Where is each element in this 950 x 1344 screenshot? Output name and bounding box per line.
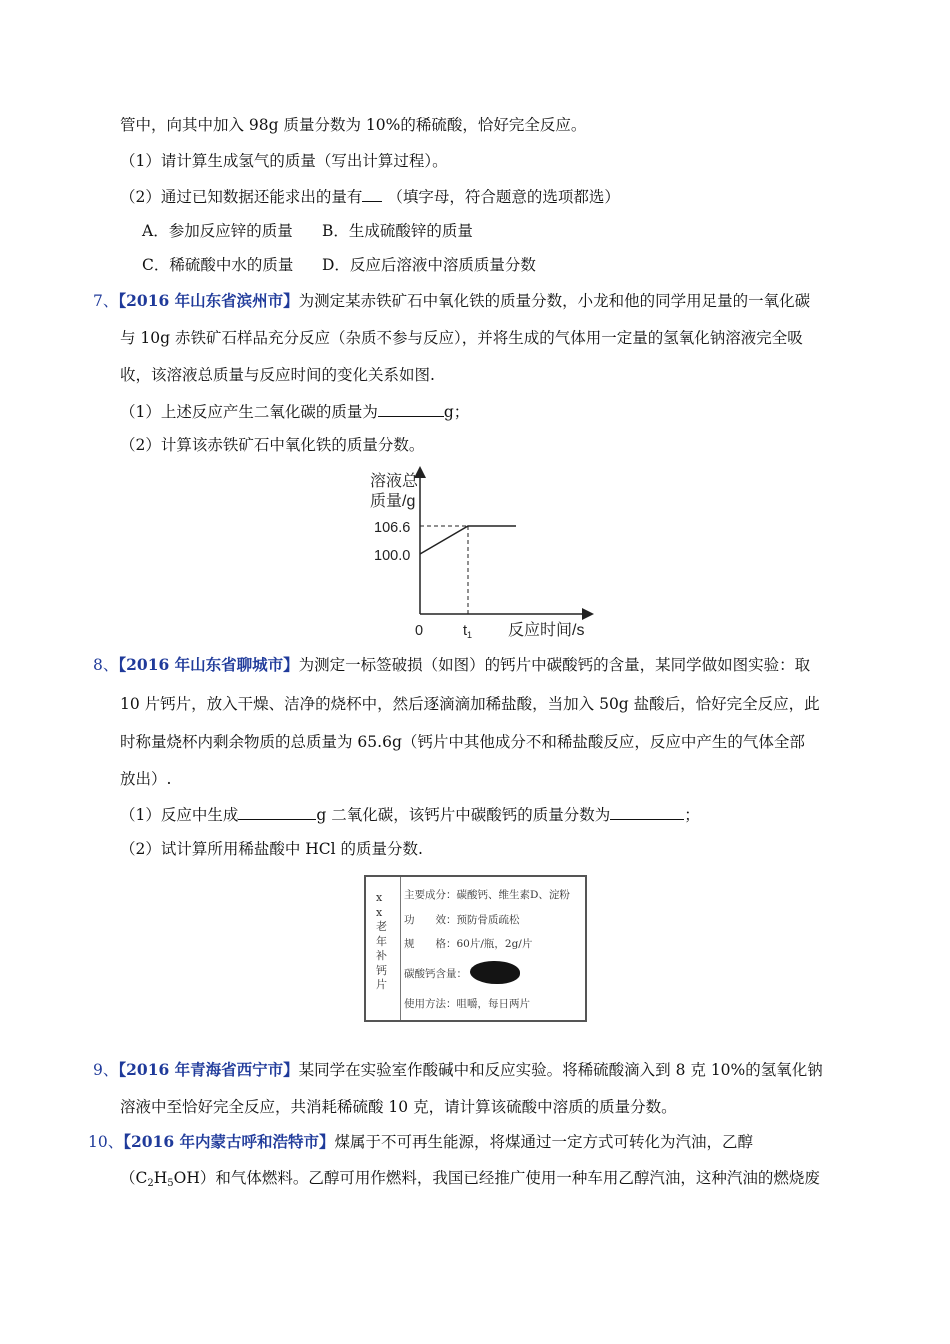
q8-text-1: 为测定一标签破损（如图）的钙片中碳酸钙的含量，某同学做如图实验：取 (298, 656, 811, 674)
q9-line-2: 溶液中至恰好完全反应，共消耗稀硫酸 10 克，请计算该硫酸中溶质的质量分数。 (120, 1098, 677, 1116)
q9-source: 【2016 年青海省西宁市】 (118, 1060, 299, 1079)
q6-option-d: D．反应后溶液中溶质质量分数 (322, 256, 536, 274)
q8-source: 【2016 年山东省聊城市】 (118, 655, 299, 674)
q10-formula-sub-1: 2 (147, 1178, 154, 1189)
label-effect: 功 效：预防骨质疏松 (404, 914, 520, 926)
x-axis-label: 反应时间/s (508, 622, 585, 639)
label-damaged-blot (470, 961, 520, 984)
q10-source: 【2016 年内蒙古呼和浩特市】 (123, 1132, 335, 1151)
q8-answer-blank-2[interactable] (610, 803, 684, 820)
label-spec: 规 格：60片/瓶，2g/片 (404, 938, 533, 950)
q6-sub-2 (120, 185, 620, 208)
origin-label: 0 (415, 623, 424, 639)
label-ingredients: 主要成分：碳酸钙、维生素D、淀粉 (404, 889, 570, 901)
q10-formula-b: H (153, 1169, 168, 1187)
q8-line-3: 时称量烧杯内剩余物质的总质量为 65.6g（钙片中其他成分不和稀盐酸反应，反应中产生的气体全部 (120, 733, 805, 751)
q8-line-1 (93, 654, 810, 676)
mass-time-chart (350, 462, 600, 644)
q7-line-2: 与 10g 赤铁矿石样品充分反应（杂质不参与反应），并将生成的气体用一定量的氢氧化钠溶液完全吸 (120, 329, 803, 347)
q8-answer-blank-1[interactable] (238, 803, 316, 820)
q6-option-c: C．稀硫酸中水的质量 (142, 256, 294, 274)
label-usage: 使用方法：咀嚼，每日两片 (404, 998, 530, 1010)
q9-number: 9、 (93, 1061, 119, 1079)
q10-formula-a: （C (120, 1169, 148, 1187)
q9-text-1: 某同学在实验室作酸碱中和反应实验。将稀硫酸滴入到 8 克 10%的氢氧化钠 (298, 1061, 823, 1079)
q8-sub-1 (120, 803, 700, 826)
q9-line-1 (93, 1059, 823, 1081)
q6-sub-2-text: （2）通过已知数据还能求出的量有 (120, 188, 363, 206)
q7-line-3: 收，该溶液总质量与反应时间的变化关系如图. (120, 366, 435, 384)
label-side-panel (366, 877, 401, 1020)
label-calcium-content: 碳酸钙含量： (404, 968, 467, 980)
q10-text-2: OH）和气体燃料。乙醇可用作燃料，我国已经推广使用一种车用乙醇汽油，这种汽油的燃烧废 (173, 1169, 820, 1187)
q8-sub-2: （2）试计算所用稀盐酸中 HCl 的质量分数. (120, 840, 423, 858)
q7-answer-blank[interactable] (378, 400, 444, 417)
q10-number: 10、 (88, 1133, 124, 1151)
q7-line-1 (93, 290, 810, 312)
q7-sub-1-text: （1）上述反应产生二氧化碳的质量为 (120, 403, 378, 421)
q6-answer-blank[interactable] (362, 185, 382, 202)
label-product-name: x x 老 年 补 钙 片 (376, 891, 387, 991)
t1-label-main: t (463, 623, 468, 639)
q10-line-1 (88, 1131, 753, 1153)
q6-sub-1: （1）请计算生成氢气的质量（写出计算过程）。 (120, 152, 448, 170)
q7-sub-1-unit: g； (443, 403, 470, 421)
q8-number: 8、 (93, 656, 119, 674)
y-axis-label-1: 溶液总 (370, 473, 419, 490)
t1-label-sub: 1 (467, 630, 473, 640)
q10-line-2 (120, 1167, 820, 1195)
q7-text-1: 为测定某赤铁矿石中氧化铁的质量分数，小龙和他的同学用足量的一氧化碳 (298, 292, 811, 310)
q8-sub-1-text-c: ； (684, 806, 700, 824)
t1-label (463, 623, 472, 640)
y-tick-label-100: 100.0 (374, 548, 411, 564)
q8-sub-1-text-b: g 二氧化碳，该钙片中碳酸钙的质量分数为 (316, 806, 611, 824)
q6-options-row-2 (142, 254, 536, 276)
q6-line-1: 管中，向其中加入 98g 质量分数为 10%的稀硫酸，恰好完全反应。 (120, 116, 587, 134)
q6-option-b: B．生成硫酸锌的质量 (322, 222, 473, 240)
q10-formula-sub-2: 5 (167, 1178, 174, 1189)
q8-sub-1-text-a: （1）反应中生成 (120, 806, 239, 824)
q6-option-a: A．参加反应锌的质量 (142, 222, 293, 240)
q10-text-1: 煤属于不可再生能源，将煤通过一定方式可转化为汽油，乙醇 (334, 1133, 754, 1151)
q6-options-row-1 (142, 220, 473, 242)
q7-sub-2: （2）计算该赤铁矿石中氧化铁的质量分数。 (120, 436, 425, 454)
q7-number: 7、 (93, 292, 119, 310)
q6-sub-2-hint: （填字母，符合题意的选项都选） (387, 188, 620, 206)
q7-sub-1 (120, 400, 469, 423)
q8-line-2: 10 片钙片，放入干燥、洁净的烧杯中，然后逐滴滴加稀盐酸，当加入 50g 盐酸后，恰好完全反应，此 (120, 695, 820, 713)
q8-line-4: 放出）. (120, 770, 172, 788)
q7-source: 【2016 年山东省滨州市】 (118, 291, 299, 310)
y-tick-label-106: 106.6 (374, 520, 411, 536)
calcium-tablet-label (364, 875, 587, 1022)
y-axis-label-2: 质量/g (370, 493, 416, 510)
